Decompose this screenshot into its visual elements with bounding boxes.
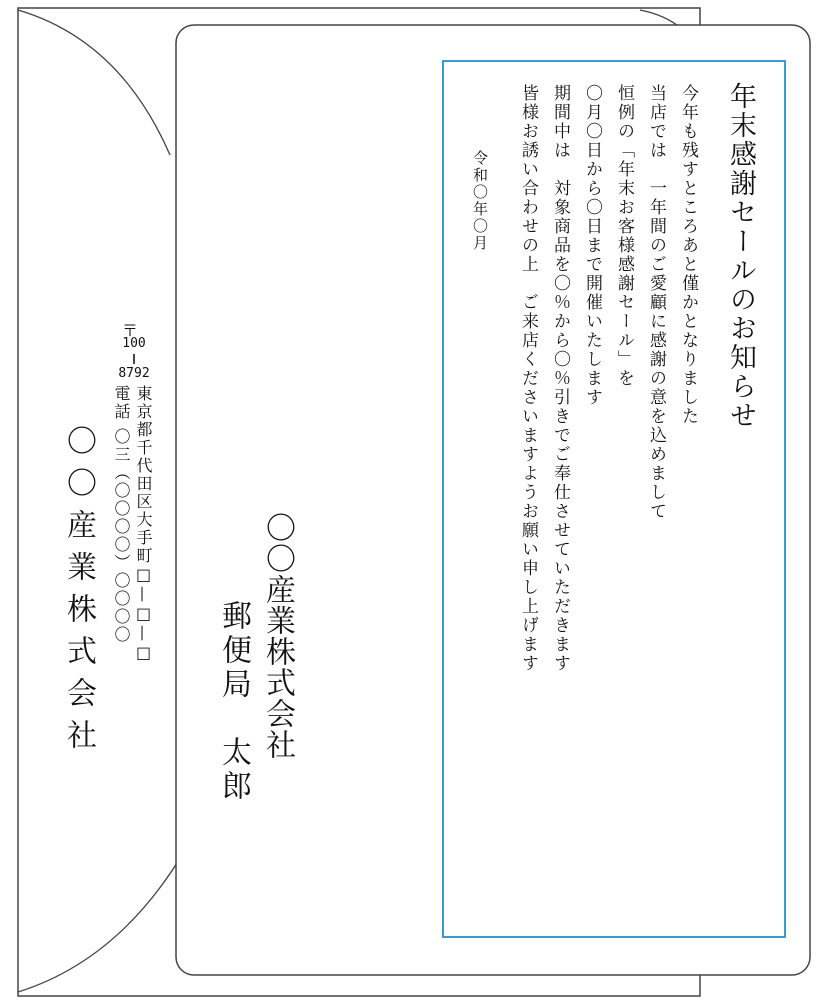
letter-body <box>512 84 704 673</box>
sender-address-block <box>110 385 154 664</box>
postal-code-bottom: 8792 <box>118 366 150 381</box>
sender-address: 東京都千代田区大手町□—□—□ <box>134 385 153 664</box>
recipient-name: 郵便局 太郎 <box>216 600 251 804</box>
letter-line: 〇月〇日から〇日まで開催いたします <box>582 84 602 407</box>
sender-company: 〇〇産業株式会社 <box>61 425 96 761</box>
postal-code-divider <box>133 354 135 364</box>
sender-postal-code <box>114 335 154 383</box>
recipient-company: 〇〇産業株式会社 <box>260 512 295 760</box>
letter-line: 皆様お誘い合わせの上 ご来店くださいますようお願い申し上げます <box>518 84 538 673</box>
postal-code-top: 100 <box>122 336 146 351</box>
letter-line: 恒例の「年末お客様感謝セール」を <box>614 84 634 388</box>
postal-mark-icon: 〒 <box>122 321 139 340</box>
letter-date: 令和〇年〇月 <box>471 150 489 252</box>
letter-line: 期間中は 対象商品を〇％から〇％引きでご奉仕させていただきます <box>550 84 570 673</box>
sender-phone: 電話 〇三（〇〇〇〇）〇〇〇〇 <box>112 385 131 645</box>
letter-title: 年末感謝セールのお知らせ <box>725 82 756 430</box>
letter-line: 当店では 一年間のご愛顧に感謝の意を込めまして <box>646 84 666 521</box>
letter-line: 今年も残すところあと僅かとなりました <box>678 84 698 426</box>
